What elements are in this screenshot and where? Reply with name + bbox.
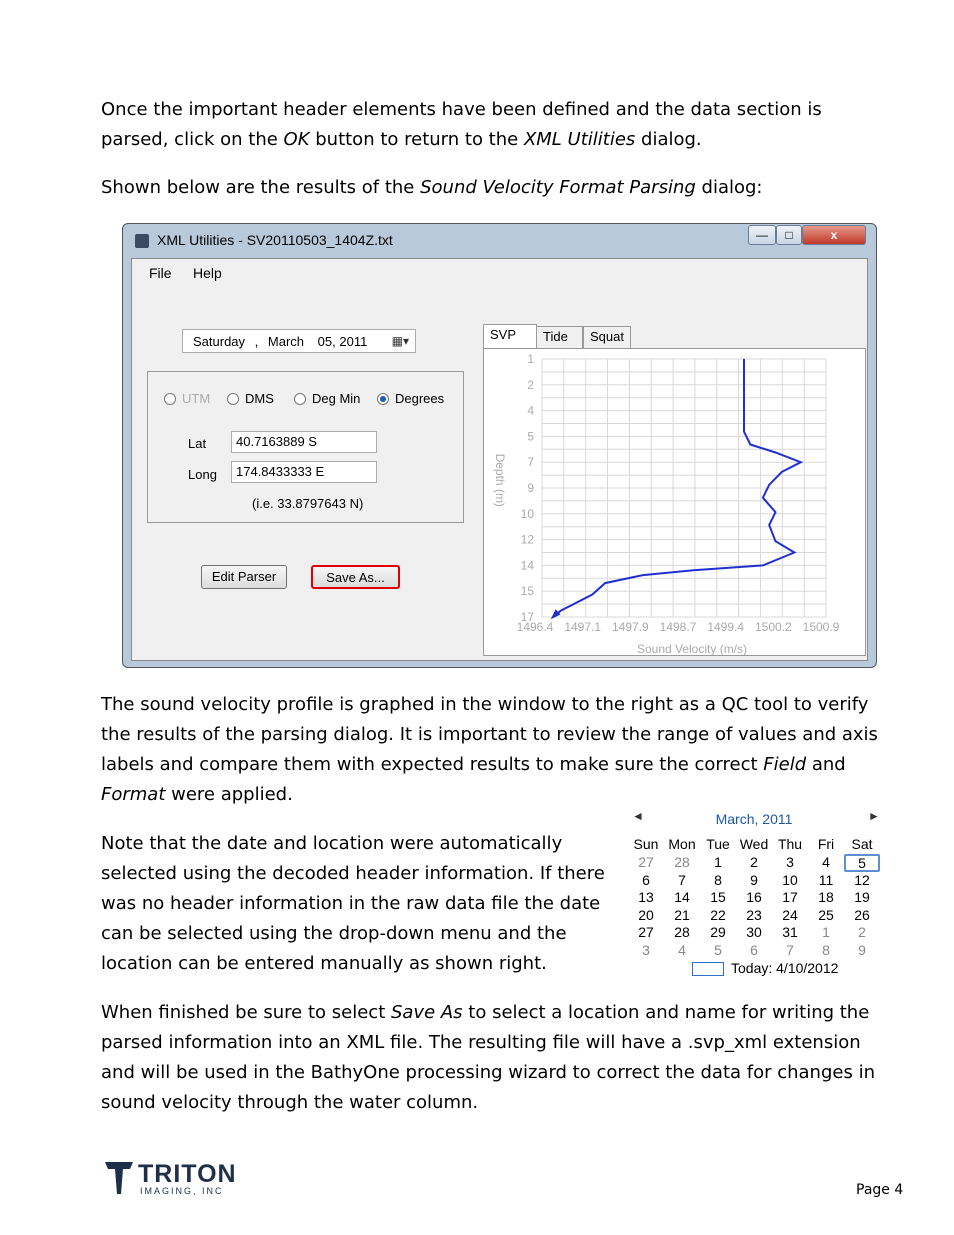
menu-help[interactable]: Help [193,265,222,281]
calendar-day[interactable]: 5 [844,854,880,872]
calendar-day[interactable]: 8 [822,941,830,958]
calendar-day[interactable]: 8 [714,871,722,888]
y-tick-label: 15 [520,584,534,599]
calendar-day[interactable]: 1 [714,854,722,870]
calendar-day[interactable]: 3 [642,941,650,958]
lat-field[interactable]: 40.7163889 S [231,431,377,453]
date-picker-value: Saturday , March 05, 2011 [193,334,368,349]
calendar-day[interactable]: 1 [822,924,830,940]
x-tick-label: 1497.1 [564,620,602,634]
calendar-day[interactable]: 28 [674,854,690,870]
y-tick-label: 2 [527,377,534,392]
minimize-button[interactable]: — [748,225,776,245]
results-paragraph: Shown below are the results of the Sound Velocity Format Parsing dialog: [101,177,763,198]
qc-paragraph: The sound velocity profile is graphed in the window to the right as a QC tool to verify the results of the parsing dialog. It is important to review the range of values and axis labels and compare them with expected results to make sure the correct Field and Format were applied. [101,694,878,805]
y-tick-label: 1 [527,352,534,366]
x-tick-label: 1499.4 [707,620,745,634]
y-tick-label: 10 [520,506,534,521]
long-label: Long [188,467,217,482]
calendar-day[interactable]: 18 [818,889,834,905]
calendar-month-title[interactable]: March, 2011 [715,811,793,827]
save-as-button[interactable]: Save As... [311,565,400,589]
radio-degrees[interactable]: Degrees [377,391,444,406]
calendar-day[interactable]: 7 [678,871,686,888]
logo-subtitle: IMAGING, INC [140,1186,224,1196]
triton-logo-icon [104,1160,134,1196]
x-tick-label: 1498.7 [659,620,697,634]
calendar-day[interactable]: 28 [674,924,690,940]
calendar-day[interactable]: 31 [782,924,798,940]
calendar-day-header: Wed [739,836,769,852]
close-button[interactable]: x [802,225,866,245]
calendar-day[interactable]: 22 [710,906,726,923]
y-tick-label: 9 [527,481,534,495]
intro-paragraph: Once the important header elements have been defined and the data section is parsed, click on the OK button to return to the XML Utilities dialog. [101,99,822,150]
y-tick-label: 14 [520,558,534,573]
calendar-day-header: Thu [777,836,803,852]
calendar-day[interactable]: 2 [858,924,866,940]
y-tick-label: 12 [520,532,534,547]
today-marker [692,962,724,976]
calendar-day[interactable]: 13 [638,889,654,905]
x-tick-label: 1500.9 [802,620,840,634]
svp-chart [484,349,865,655]
y-tick-label: 7 [527,455,534,470]
x-tick-label: 1496.4 [516,620,554,634]
xml-utilities-window [122,223,877,668]
calendar-day[interactable]: 25 [818,906,834,923]
tab-squat[interactable]: Squat [583,326,631,348]
calendar-day[interactable]: 17 [782,889,798,905]
y-axis-label: Depth (m) [493,453,507,507]
calendar-day-header: Fri [817,836,835,852]
y-tick-label: 4 [527,403,534,418]
svp-tab-panel [483,348,866,656]
calendar-day[interactable]: 14 [674,889,690,905]
calendar-day-header: Sat [851,836,873,852]
calendar-day[interactable]: 29 [710,924,726,940]
calendar-day[interactable]: 9 [858,941,866,958]
tab-tide[interactable]: Tide [536,326,583,348]
page-number: Page 4 [856,1182,904,1198]
calendar-day[interactable]: 9 [750,871,758,888]
calendar-day[interactable]: 20 [638,906,654,923]
x-tick-label: 1497.9 [611,620,649,634]
calendar-dropdown-icon[interactable]: ▦▾ [391,334,409,348]
x-tick-label: 1500.2 [754,620,792,634]
lat-label: Lat [188,436,207,451]
logo-name: TRITON [138,1160,237,1188]
tab-svp[interactable]: SVP [483,324,537,348]
calendar-day-header: Mon [668,836,696,852]
calendar-day[interactable]: 21 [674,906,690,923]
calendar-day[interactable]: 5 [714,941,722,958]
window-client [131,258,868,661]
calendar-day-header: Sun [633,836,659,852]
note-paragraph: Note that the date and location were automatically selected using the decoded header information. If there was no header information in the raw data file the date can be selected using the drop-down menu and the location can be entered manually as shown right. [101,833,605,974]
calendar-popup [628,808,880,980]
calendar-day-header: Tue [706,836,730,852]
save-paragraph: When finished be sure to select Save As to select a location and name for writing the parsed information into an XML file. The resulting file will have a .svp_xml extension and will be used in the BathyOne processing wizard to correct the data for changes in sound velocity through the water column. [101,1002,875,1113]
long-field[interactable]: 174.8433333 E [231,461,377,483]
calendar-day[interactable]: 19 [854,889,870,905]
next-month-icon[interactable]: ► [868,809,880,823]
radio-deg-min[interactable]: Deg Min [294,391,360,406]
radio-dms[interactable]: DMS [227,391,274,406]
title-bar[interactable] [123,224,876,258]
date-picker[interactable] [182,329,416,353]
calendar-day[interactable]: 4 [822,854,830,870]
app-icon [135,234,149,248]
x-axis-label: Sound Velocity (m/s) [636,642,748,655]
calendar-day[interactable]: 24 [782,906,798,923]
calendar-day[interactable]: 11 [818,871,834,888]
today-link[interactable]: Today: 4/10/2012 [731,960,839,976]
calendar-day[interactable]: 6 [750,941,758,958]
window-title: XML Utilities - SV20110503_1404Z.txt [157,232,393,248]
edit-parser-button[interactable]: Edit Parser [201,565,287,589]
calendar-day[interactable]: 3 [786,854,794,870]
calendar-day[interactable]: 16 [746,889,762,905]
calendar-day[interactable]: 23 [746,906,762,923]
calendar-day[interactable]: 12 [854,871,870,888]
calendar-day[interactable]: 27 [638,854,654,870]
prev-month-icon[interactable]: ◄ [632,809,644,823]
calendar-day[interactable]: 10 [782,871,798,888]
calendar-day[interactable]: 15 [710,889,726,905]
calendar-day[interactable]: 26 [854,906,870,923]
radio-utm[interactable]: UTM [164,391,210,406]
calendar-day[interactable]: 4 [678,941,686,958]
calendar-day[interactable]: 2 [750,854,758,870]
y-tick-label: 5 [527,429,534,444]
y-tick-label: 17 [520,610,534,624]
maximize-button[interactable]: □ [776,225,802,245]
calendar-day[interactable]: 27 [638,924,654,940]
calendar-day[interactable]: 6 [642,871,650,888]
calendar-day[interactable]: 30 [746,924,762,940]
calendar-day[interactable]: 7 [786,941,794,958]
ie-hint: (i.e. 33.8797643 N) [252,496,364,511]
menu-file[interactable]: File [149,265,172,281]
